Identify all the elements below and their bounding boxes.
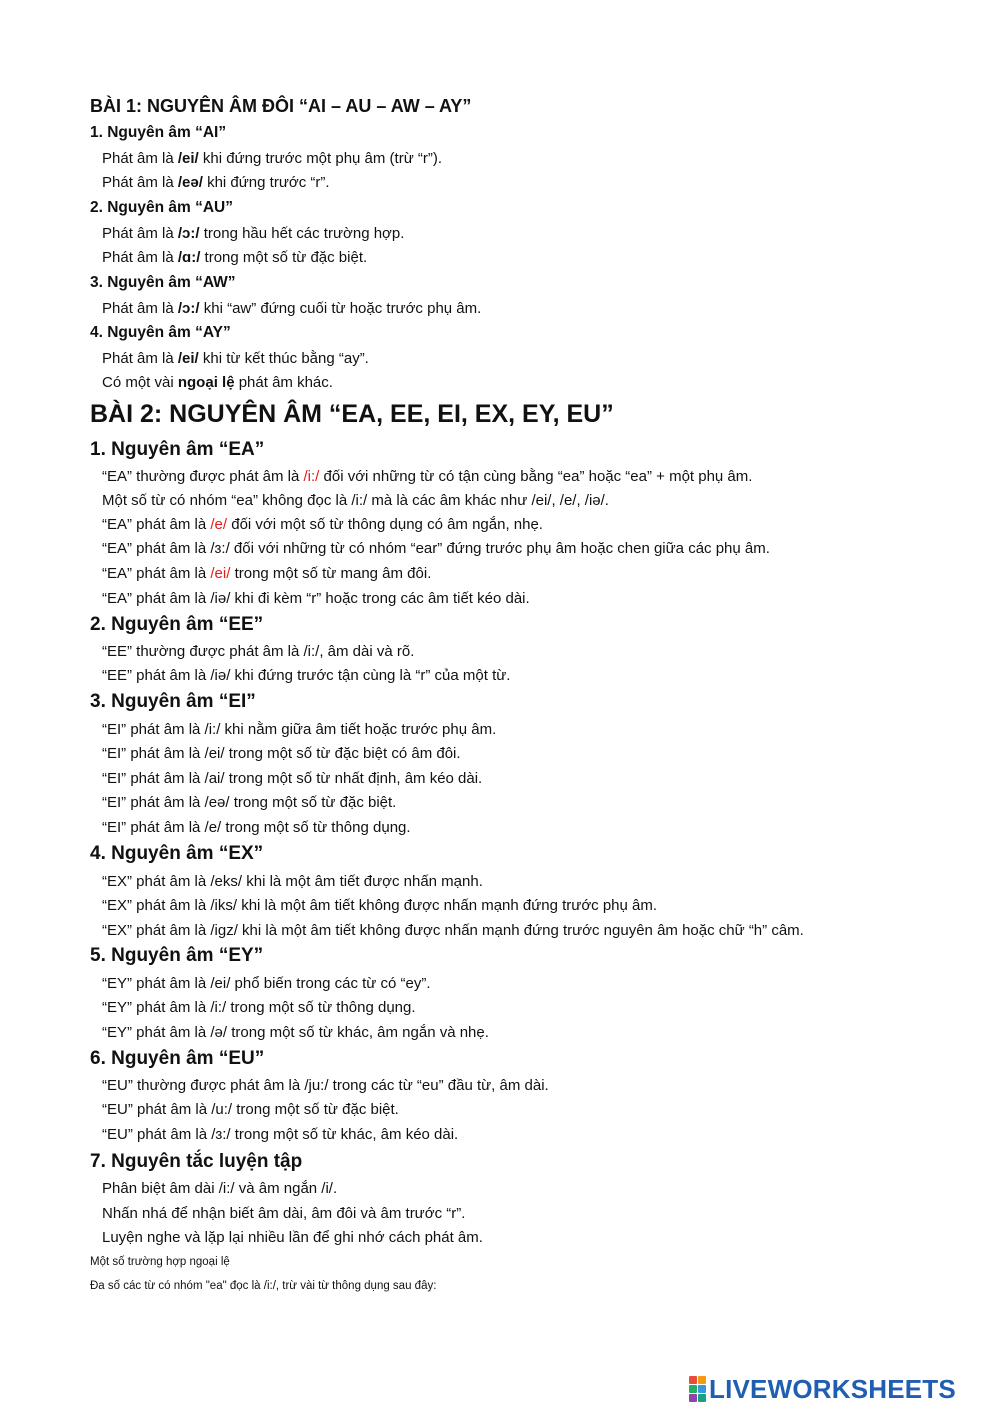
ei-line-1: “EI” phát âm là /i:/ khi nằm giữa âm tiết hoặc trước phụ âm. [102,721,497,738]
lesson2-title: BÀI 2: NGUYÊN ÂM “EA, EE, EI, EX, EY, EU” [90,400,614,428]
practice-line-2: Nhấn nhá để nhận biết âm dài, âm đôi và âm trước “r”. [102,1205,466,1222]
section-practice-heading: 7. Nguyên tắc luyện tập [90,1151,303,1172]
liveworksheets-logo [689,1374,956,1404]
eu-line-3: “EU” phát âm là /ɜ:/ trong một số từ khác, âm kéo dài. [102,1126,459,1143]
practice-line-3: Luyện nghe và lặp lại nhiều lần để ghi nhớ cách phát âm. [102,1229,483,1246]
section-ay-heading: 4. Nguyên âm “AY” [90,324,231,341]
note-exceptions: Một số trường hợp ngoại lệ [90,1256,230,1268]
ea-line-1: “EA” thường được phát âm là /i:/ đối với những từ có tận cùng bằng “ea” hoặc “ea” + một phụ âm. [102,468,753,485]
section-eu-heading: 6. Nguyên âm “EU” [90,1048,265,1069]
ea-line-5: “EA” phát âm là /ei/ trong một số từ mang âm đôi. [102,565,432,582]
brand-name: LIVEWORKSHEETS [709,1373,956,1404]
au-line-2: Phát âm là /ɑ:/ trong một số từ đặc biệt. [102,249,368,266]
section-ee-heading: 2. Nguyên âm “EE” [90,614,264,635]
aw-line-1: Phát âm là /ɔ:/ khi “aw” đứng cuối từ hoặc trước phụ âm. [102,300,482,317]
ex-line-2: “EX” phát âm là /iks/ khi là một âm tiết không được nhấn mạnh đứng trước phụ âm. [102,897,658,914]
eu-line-1: “EU” thường được phát âm là /ju:/ trong các từ “eu” đầu từ, âm dài. [102,1077,549,1094]
ei-line-3: “EI” phát âm là /ai/ trong một số từ nhất định, âm kéo dài. [102,770,483,787]
ea-line-2: Một số từ có nhóm “ea” không đọc là /i:/ mà là các âm khác như /ei/, /e/, /iə/. [102,492,609,509]
ey-line-2: “EY” phát âm là /i:/ trong một số từ thông dụng. [102,999,416,1016]
ay-line-1: Phát âm là /ei/ khi từ kết thúc bằng “ay”. [102,350,369,367]
section-aw-heading: 3. Nguyên âm “AW” [90,274,236,291]
logo-tile [689,1394,697,1402]
ay-line-2: Có một vài ngoại lệ phát âm khác. [102,374,333,391]
section-ei-heading: 3. Nguyên âm “EI” [90,691,256,712]
logo-tile [698,1376,706,1384]
section-ey-heading: 5. Nguyên âm “EY” [90,945,264,966]
ea-line-3: “EA” phát âm là /e/ đối với một số từ thông dụng có âm ngắn, nhẹ. [102,516,543,533]
section-ex-heading: 4. Nguyên âm “EX” [90,843,264,864]
section-ea-heading: 1. Nguyên âm “EA” [90,439,265,460]
lesson1-title: BÀI 1: NGUYÊN ÂM ĐÔI “AI – AU – AW – AY” [90,96,472,116]
section-ai-heading: 1. Nguyên âm “AI” [90,124,227,141]
ee-line-2: “EE” phát âm là /iə/ khi đứng trước tận cùng là “r” của một từ. [102,667,511,684]
logo-tile [698,1394,706,1402]
ex-line-3: “EX” phát âm là /igz/ khi là một âm tiết không được nhấn mạnh đứng trước nguyên âm hoặc chữ “h” câm. [102,922,804,939]
logo-tile [689,1385,697,1393]
ai-line-1: Phát âm là /ei/ khi đứng trước một phụ âm (trừ “r”). [102,150,443,167]
au-line-1: Phát âm là /ɔ:/ trong hầu hết các trường hợp. [102,225,405,242]
ea-line-6: “EA” phát âm là /iə/ khi đi kèm “r” hoặc trong các âm tiết kéo dài. [102,590,530,607]
note-ea-exceptions: Đa số các từ có nhóm "ea" đọc là /i:/, trừ vài từ thông dụng sau đây: [90,1280,437,1292]
logo-tile [689,1376,697,1384]
ee-line-1: “EE” thường được phát âm là /i:/, âm dài và rõ. [102,643,415,660]
ex-line-1: “EX” phát âm là /eks/ khi là một âm tiết được nhấn mạnh. [102,873,483,890]
eu-line-2: “EU” phát âm là /u:/ trong một số từ đặc biệt. [102,1101,399,1118]
ey-line-3: “EY” phát âm là /ə/ trong một số từ khác, âm ngắn và nhẹ. [102,1024,489,1041]
ei-line-5: “EI” phát âm là /e/ trong một số từ thông dụng. [102,819,411,836]
section-au-heading: 2. Nguyên âm “AU” [90,199,233,216]
ai-line-2: Phát âm là /eə/ khi đứng trước “r”. [102,174,330,191]
liveworksheets-mark-icon [689,1376,706,1402]
ei-line-4: “EI” phát âm là /eə/ trong một số từ đặc biệt. [102,794,397,811]
ei-line-2: “EI” phát âm là /ei/ trong một số từ đặc biệt có âm đôi. [102,745,461,762]
ea-line-4: “EA” phát âm là /ɜ:/ đối với những từ có nhóm “ear” đứng trước phụ âm hoặc chen giữa các phụ âm. [102,540,770,557]
logo-tile [698,1385,706,1393]
practice-line-1: Phân biệt âm dài /i:/ và âm ngắn /i/. [102,1180,338,1197]
ey-line-1: “EY” phát âm là /ei/ phổ biến trong các từ có “ey”. [102,975,431,992]
